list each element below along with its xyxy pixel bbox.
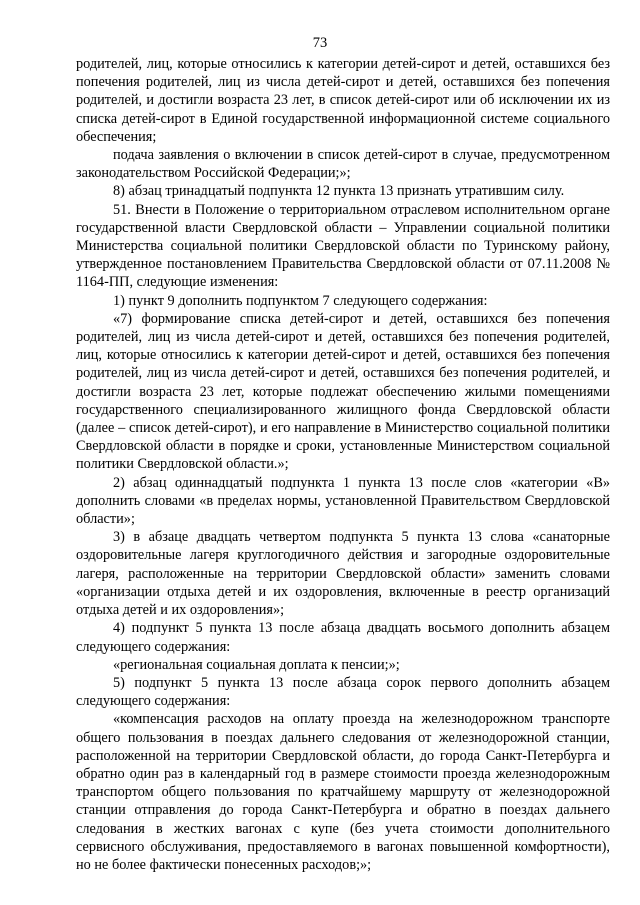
- paragraph-1: родителей, лиц, которые относились к категории детей-сирот и детей, оставшихся без попечения родителей, лиц из числа детей-сирот и детей, оставшихся без попечения родителей, и достигли возраста 23 лет, в список детей-сирот или об исключении их из списка детей-сирот в Единой государственной информационной системе социального обеспечения;: [76, 56, 610, 145]
- paragraph-12: «компенсация расходов на оплату проезда на железнодорожном транспорте общего пользования в поездах дальнего следования от железнодорожной станции, расположенной на территории Свердловской области, до города Санкт-Петербурга и обратно один раз в календарный год в размере стоимости проезда железнодорожным транспортом общего пользования по кратчайшему маршруту от железнодорожной станции отправления до города Санкт-Петербурга и обратно в поездах дальнего следования в жестких вагонах с купе (без учета стоимости дополнительного сервисного обслуживания, предоставляемого в вагонах повышенной комфортности), но не более фактически понесенных расходов;»;: [76, 711, 610, 873]
- paragraph-4: 51. Внести в Положение о территориальном отраслевом исполнительном органе государственной власти Свердловской области – Управлении социальной политики Министерства социальной политики Свердловской области по Туринскому району, утвержденное постановлением Правительства Свердловской области от 07.11.2008 № 1164-ПП, следующие изменения:: [76, 201, 610, 291]
- paragraph-8: 3) в абзаце двадцать четвертом подпункта 5 пункта 13 слова «санаторные оздоровительные лагеря круглогодичного действия и загородные оздоровительные лагеря, расположенные на территории Свердловской области» заменить словами «организации отдыха детей и их оздоровления, включенные в реестр организаций отдыха детей и их оздоровления»;: [76, 529, 610, 619]
- paragraph-11: 5) подпункт 5 пункта 13 после абзаца сорок первого дополнить абзацем следующего содержания:: [76, 674, 610, 710]
- paragraph-7: 2) абзац одиннадцатый подпункта 1 пункта 13 после слов «категории «В» дополнить словами «в пределах нормы, установленной Правительством Свердловской области»;: [76, 474, 610, 528]
- paragraph-9: 4) подпункт 5 пункта 13 после абзаца двадцать восьмого дополнить абзацем следующего содержания:: [76, 620, 610, 655]
- paragraph-5: 1) пункт 9 дополнить подпунктом 7 следующего содержания:: [113, 292, 488, 309]
- paragraph-3: 8) абзац тринадцатый подпункта 12 пункта 13 признать утратившим силу.: [113, 183, 565, 200]
- paragraph-6: «7) формирование списка детей-сирот и детей, оставшихся без попечения родителей, лиц из числа детей-сирот и детей, оставшихся без попечения родителей, лиц, которые относились к категории детей-сирот и детей, оставшихся без попечения родителей, лиц из числа детей-сирот и детей, оставшихся без попечения родителей, и достигли возраста 23 лет, которые подлежат обеспечению жилыми помещениями государственного специализированного жилищного фонда Свердловской области (далее – список детей-сирот), и его направление в Министерство социальной политики Свердловской области в порядке и сроки, установленные Министерством социальной политики Свердловской области.»;: [76, 310, 610, 473]
- document-body: [76, 55, 610, 874]
- paragraph-10: «региональная социальная доплата к пенсии;»;: [113, 656, 400, 673]
- page-number: 73: [312, 35, 328, 51]
- paragraph-2: подача заявления о включении в список детей-сирот в случае, предусмотренном законодательством Российской Федерации;»;: [76, 147, 610, 182]
